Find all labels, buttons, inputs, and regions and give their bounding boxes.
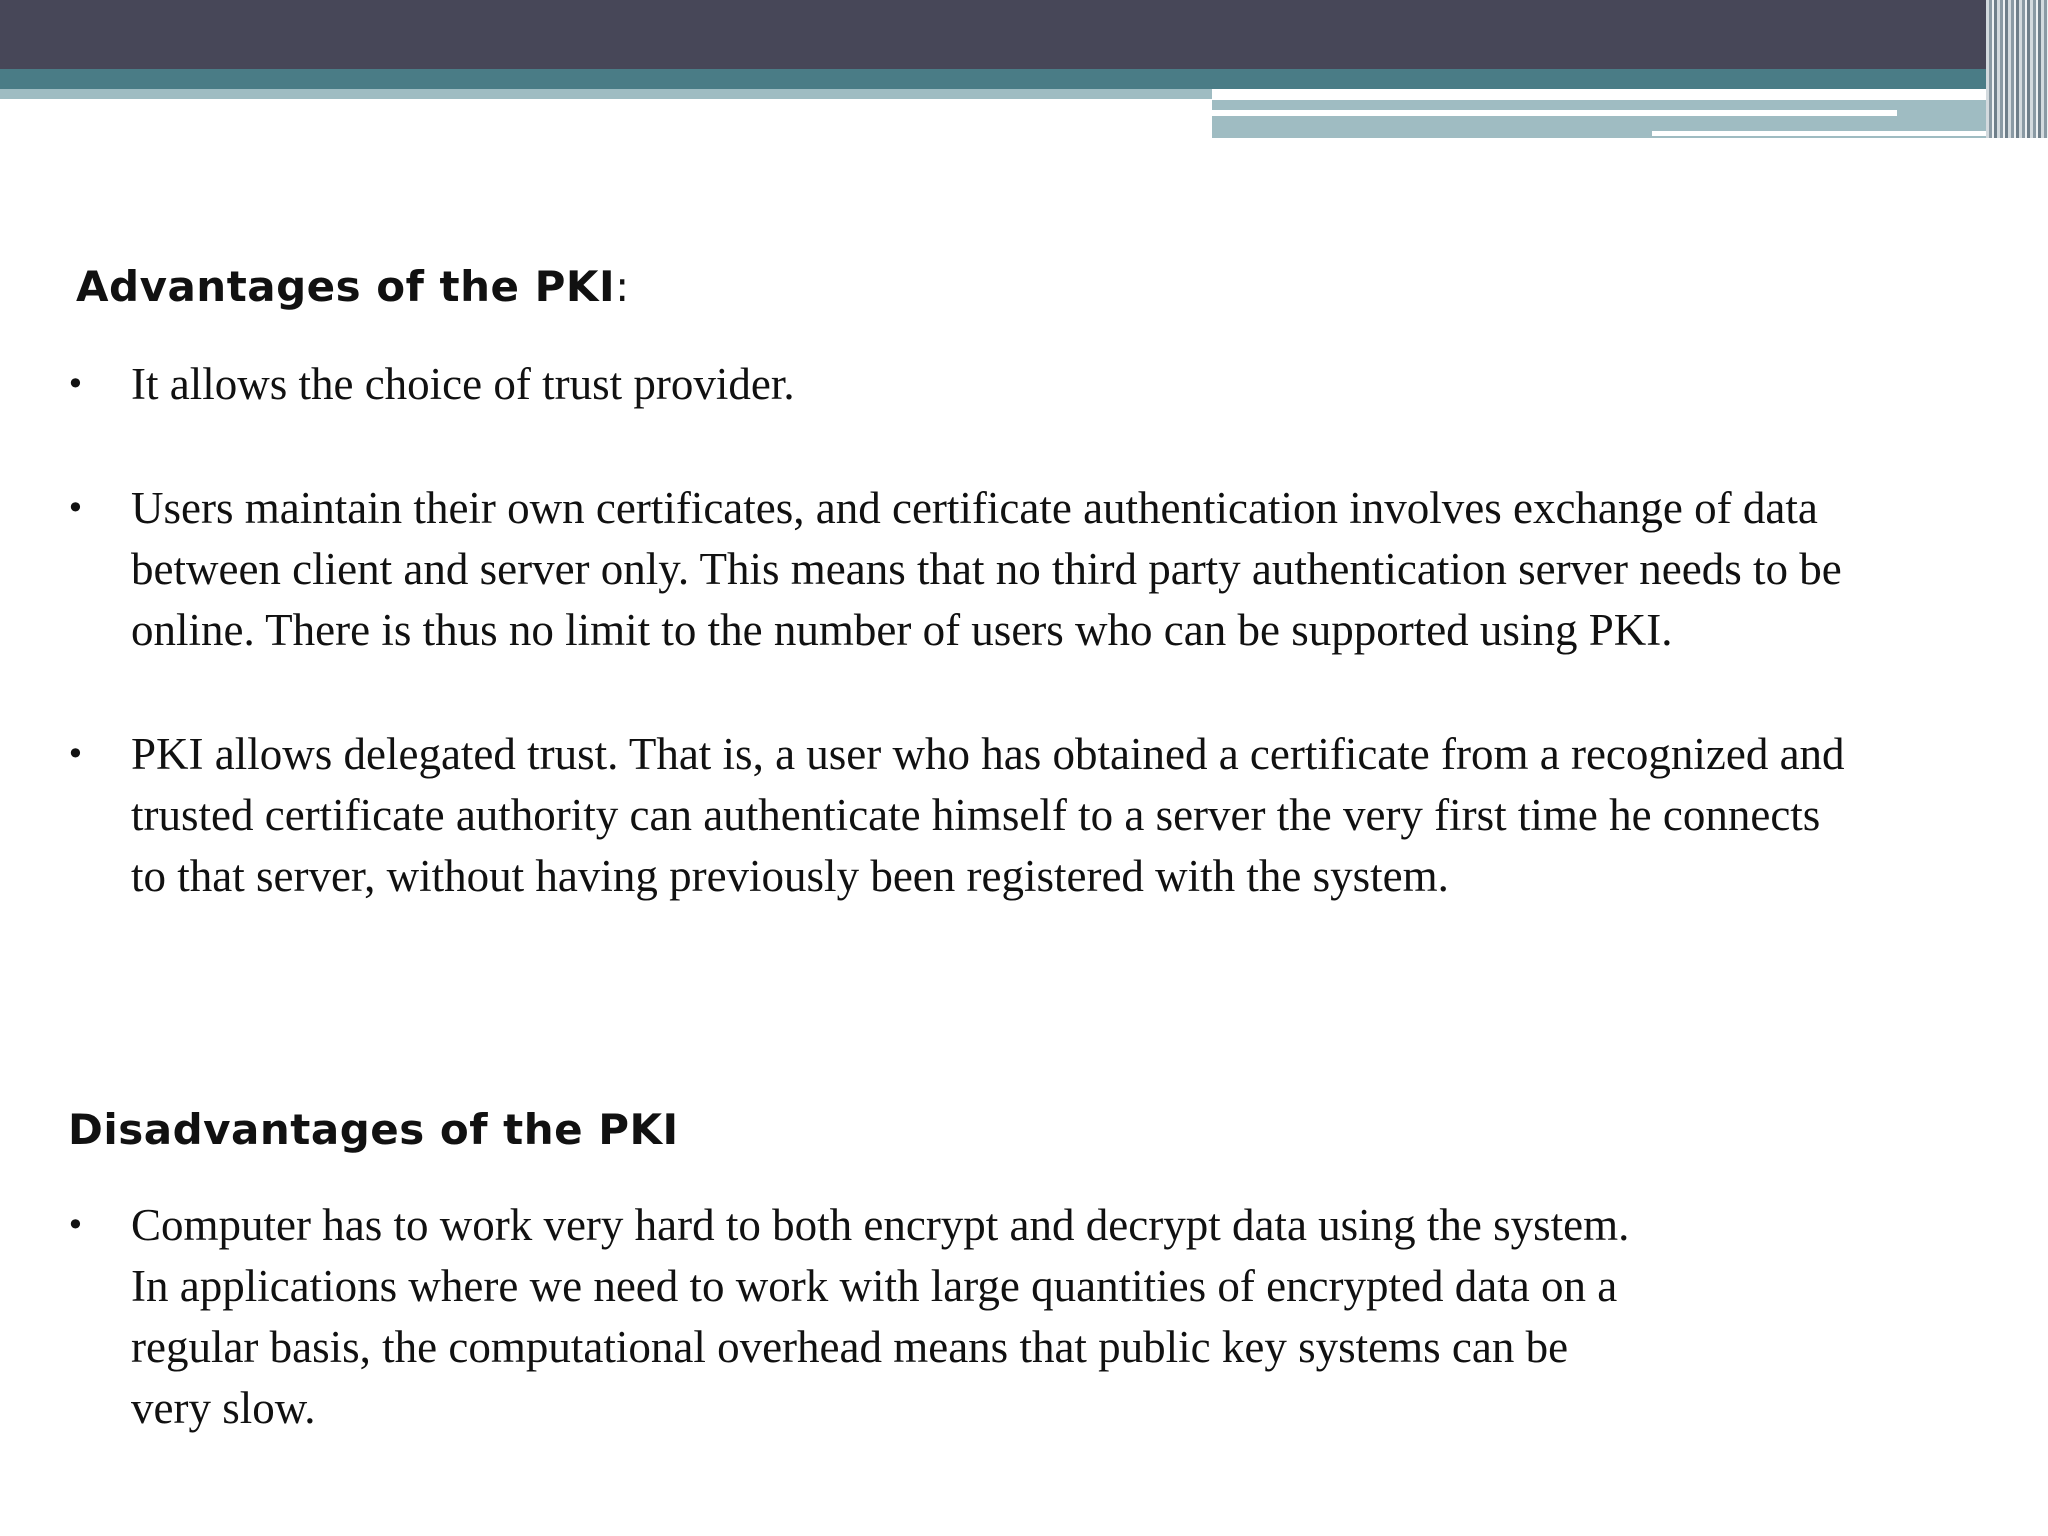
list-item — [0, 478, 1860, 661]
disadvantages-list — [0, 1195, 2048, 1439]
list-item-line: Computer has to work very hard to both encrypt and decrypt data using the system. — [131, 1200, 1630, 1250]
header-stripes — [1986, 0, 2048, 138]
advantages-heading — [76, 262, 630, 311]
list-item — [0, 1195, 1860, 1439]
list-item-line: very slow. — [131, 1383, 316, 1433]
list-item — [0, 354, 1860, 415]
advantages-heading-colon: : — [615, 262, 630, 311]
list-item-line: In applications where we need to work with large quantities of encrypted data on a — [131, 1261, 1618, 1311]
header-band-teal — [0, 69, 2048, 89]
advantages-heading-text: Advantages of the PKI — [76, 262, 616, 311]
list-item-line: regular basis, the computational overhead means that public key systems can be — [131, 1322, 1569, 1372]
disadvantages-heading: Disadvantages of the PKI — [68, 1105, 679, 1154]
list-item-text: Users maintain their own certificates, and certificate authentication involves exchange of data between client and server only. This means that no third party authentication server needs to be online. There is thus no limit to the number of users who can be supported using PKI. — [131, 483, 1842, 655]
bullet-icon: • — [66, 489, 85, 527]
header-band-light-left — [0, 89, 1212, 99]
header-band-dark — [0, 0, 2048, 69]
advantages-list — [0, 354, 2048, 907]
bullet-icon: • — [66, 735, 85, 773]
list-item — [0, 724, 1860, 907]
list-item-text: It allows the choice of trust provider. — [131, 359, 795, 409]
bullet-icon: • — [66, 365, 85, 403]
list-item-text: PKI allows delegated trust. That is, a user who has obtained a certificate from a recognized and trusted certificate authority can authenticate himself to a server the very first time he connects to that server, without having previously been registered with the system. — [131, 729, 1845, 901]
header-accent-line — [1212, 110, 1897, 116]
bullet-icon: • — [66, 1206, 85, 1244]
